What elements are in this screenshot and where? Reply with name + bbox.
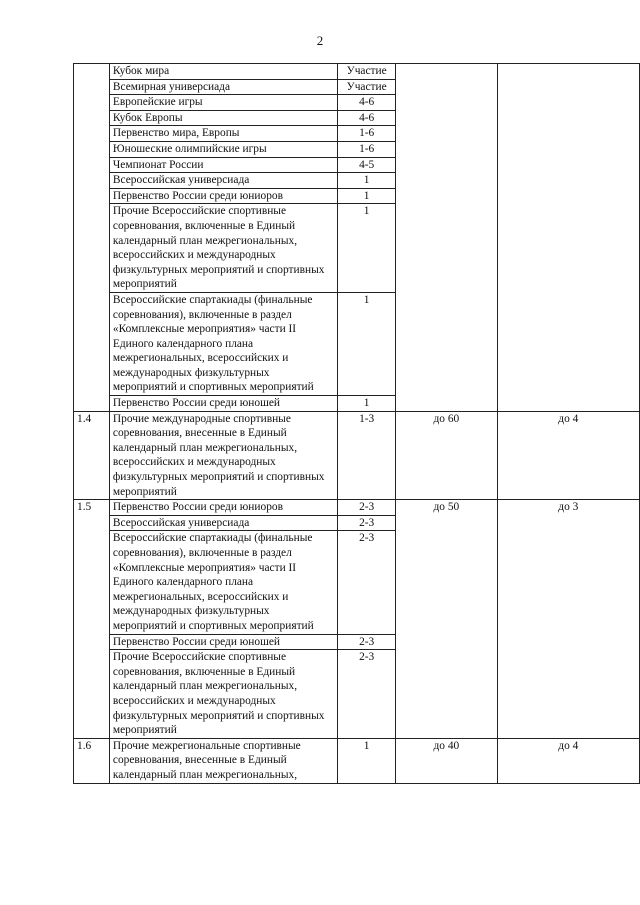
competition-name: Прочие международные спортивные соревнования, внесенные в Единый календарный план межрегиональных, всероссийских и международных физкультурных мероприятий и спортивных мероприятий xyxy=(109,411,337,500)
competition-name: Всероссийская универсиада xyxy=(109,515,337,531)
competition-name: Чемпионат России xyxy=(109,157,337,173)
place-cell: 4-5 xyxy=(338,157,396,173)
age-cell: до 4 xyxy=(497,411,639,500)
section-number: 1.5 xyxy=(74,500,110,739)
place-cell: Участие xyxy=(338,64,396,80)
competition-name: Первенство России среди юниоров xyxy=(109,500,337,516)
points-cell: до 50 xyxy=(396,500,498,739)
competition-name: Прочие Всероссийские спортивные соревнования, включенные в Единый календарный план межрегиональных, всероссийских и международных физкультурных мероприятий и спортивных мероприятий xyxy=(109,650,337,739)
competition-name: Кубок мира xyxy=(109,64,337,80)
competition-name: Европейские игры xyxy=(109,95,337,111)
competition-name: Первенство России среди юношей xyxy=(109,396,337,412)
place-cell: Участие xyxy=(338,79,396,95)
age-cell xyxy=(497,64,639,412)
scoring-table xyxy=(73,63,640,784)
place-cell: 1 xyxy=(338,292,396,395)
place-cell: 2-3 xyxy=(338,500,396,516)
place-cell: 1 xyxy=(338,738,396,783)
age-cell: до 4 xyxy=(497,738,639,783)
place-cell: 1 xyxy=(338,173,396,189)
competition-name: Всероссийские спартакиады (финальные соревнования), включенные в раздел «Комплексные мероприятия» части II Единого календарного плана межрегиональных, всероссийских и международных физкультурных мероприятий и спортивных мероприятий xyxy=(109,292,337,395)
competition-name: Первенство России среди юниоров xyxy=(109,188,337,204)
competition-name: Прочие Всероссийские спортивные соревнования, включенные в Единый календарный план межрегиональных, всероссийских и международных физкультурных мероприятий и спортивных мероприятий xyxy=(109,204,337,293)
place-cell: 1-6 xyxy=(338,126,396,142)
table-row xyxy=(74,411,640,500)
competition-name: Всероссийская универсиада xyxy=(109,173,337,189)
place-cell: 1-3 xyxy=(338,411,396,500)
place-cell: 2-3 xyxy=(338,650,396,739)
competition-name: Всемирная универсиада xyxy=(109,79,337,95)
number-cell xyxy=(74,64,110,412)
place-cell: 2-3 xyxy=(338,531,396,634)
competition-name: Юношеские олимпийские игры xyxy=(109,141,337,157)
place-cell: 1 xyxy=(338,396,396,412)
competition-name: Всероссийские спартакиады (финальные соревнования), включенные в раздел «Комплексные мероприятия» части II Единого календарного плана межрегиональных, всероссийских и международных физкультурных мероприятий и спортивных мероприятий xyxy=(109,531,337,634)
table-row xyxy=(74,738,640,783)
place-cell: 2-3 xyxy=(338,515,396,531)
place-cell: 1 xyxy=(338,188,396,204)
place-cell: 4-6 xyxy=(338,110,396,126)
section-number: 1.4 xyxy=(74,411,110,500)
competition-name: Первенство России среди юношей xyxy=(109,634,337,650)
competition-name: Кубок Европы xyxy=(109,110,337,126)
place-cell: 1 xyxy=(338,204,396,293)
points-cell xyxy=(396,64,498,412)
table-row xyxy=(74,500,640,516)
place-cell: 1-6 xyxy=(338,141,396,157)
place-cell: 4-6 xyxy=(338,95,396,111)
table-row xyxy=(74,64,640,80)
points-cell: до 60 xyxy=(396,411,498,500)
competition-name: Первенство мира, Европы xyxy=(109,126,337,142)
competition-name: Прочие межрегиональные спортивные соревнования, внесенные в Единый календарный план межрегиональных, xyxy=(109,738,337,783)
points-cell: до 40 xyxy=(396,738,498,783)
section-number: 1.6 xyxy=(74,738,110,783)
place-cell: 2-3 xyxy=(338,634,396,650)
page-number: 2 xyxy=(316,33,324,48)
age-cell: до 3 xyxy=(497,500,639,739)
